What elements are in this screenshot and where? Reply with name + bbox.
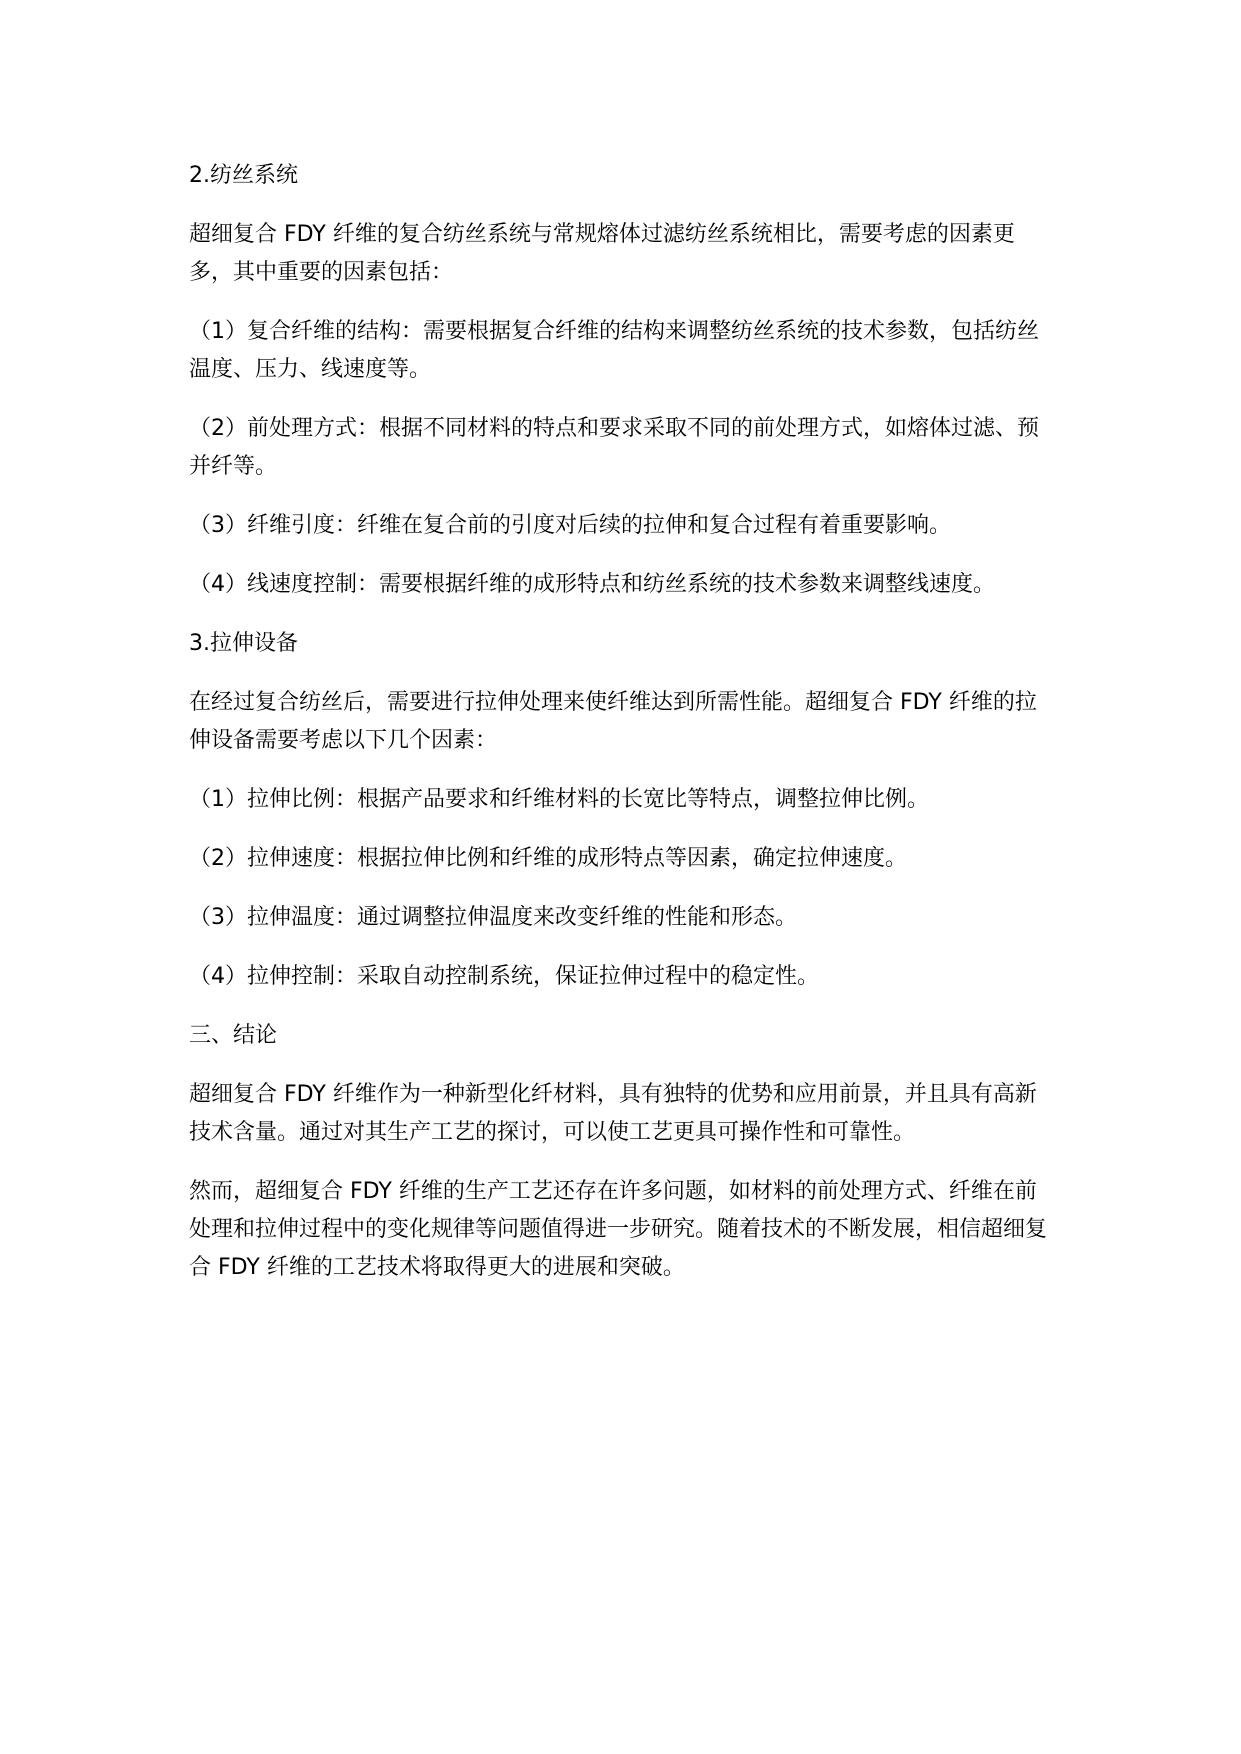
section-heading-conclusion: 三、结论 <box>189 1023 278 1048</box>
paragraph-conclusion-1: 超细复合 FDY 纤维作为一种新型化纤材料，具有独特的优势和应用前景，并且具有高新技术含量。通过对其生产工艺的探讨，可以使工艺更具可操作性和可靠性。 <box>189 1082 1037 1145</box>
list-item-stretching-2: （2）拉伸速度：根据拉伸比例和纤维的成形特点等因素，确定拉伸速度。 <box>189 846 907 871</box>
section-heading-stretching-equipment: 3.拉伸设备 <box>189 631 298 656</box>
list-item-spinning-3: （3）纤维引度：纤维在复合前的引度对后续的拉伸和复合过程有着重要影响。 <box>189 513 951 538</box>
paragraph-conclusion-2: 然而，超细复合 FDY 纤维的生产工艺还存在许多问题，如材料的前处理方式、纤维在前处理和拉伸过程中的变化规律等问题值得进一步研究。随着技术的不断发展，相信超细复合 FDY 纤维的工艺技术将取得更大的进展和突破。 <box>189 1179 1048 1280</box>
list-item-stretching-4: （4）拉伸控制：采取自动控制系统，保证拉伸过程中的稳定性。 <box>189 964 819 989</box>
section-heading-spinning-system: 2.纺丝系统 <box>189 163 298 188</box>
document-body <box>189 157 1055 1308</box>
list-item-stretching-3: （3）拉伸温度：通过调整拉伸温度来改变纤维的性能和形态。 <box>189 905 797 930</box>
paragraph-spinning-intro: 超细复合 FDY 纤维的复合纺丝系统与常规熔体过滤纺丝系统相比，需要考虑的因素更多，其中重要的因素包括： <box>189 222 1015 285</box>
list-item-spinning-2: （2）前处理方式：根据不同材料的特点和要求采取不同的前处理方式，如熔体过滤、预并纤等。 <box>189 416 1039 479</box>
list-item-spinning-1: （1）复合纤维的结构：需要根据复合纤维的结构来调整纺丝系统的技术参数，包括纺丝温度、压力、线速度等。 <box>189 319 1039 382</box>
list-item-stretching-1: （1）拉伸比例：根据产品要求和纤维材料的长宽比等特点，调整拉伸比例。 <box>189 787 929 812</box>
list-item-spinning-4: （4）线速度控制：需要根据纤维的成形特点和纺丝系统的技术参数来调整线速度。 <box>189 572 995 597</box>
paragraph-stretching-intro: 在经过复合纺丝后，需要进行拉伸处理来使纤维达到所需性能。超细复合 FDY 纤维的拉伸设备需要考虑以下几个因素： <box>189 690 1037 753</box>
